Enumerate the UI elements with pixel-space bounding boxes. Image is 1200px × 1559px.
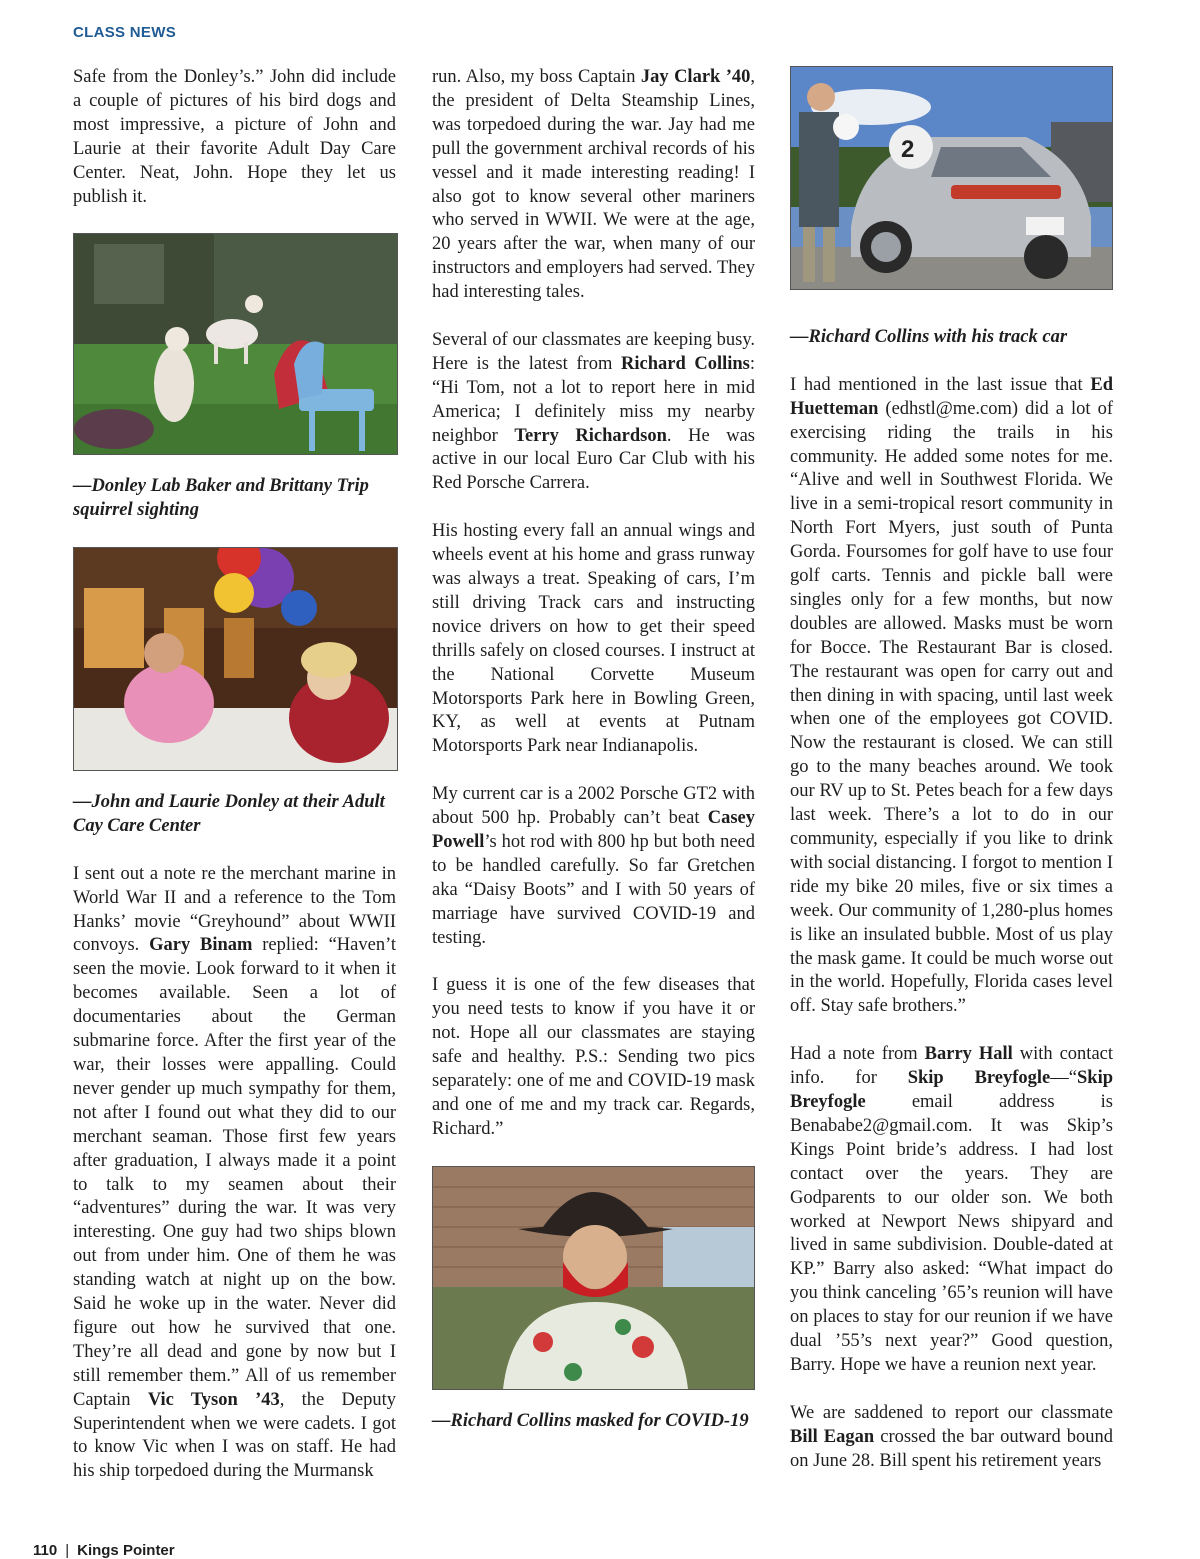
column-3 bbox=[790, 66, 1113, 1497]
photo-caption: —Richard Collins with his track car bbox=[790, 327, 1068, 347]
publication-name: Kings Pointer bbox=[77, 1542, 175, 1559]
photo-caption: —John and Laurie Donley at their Adult Cay Care Center bbox=[73, 792, 385, 836]
paragraph: Several of our classmates are keeping busy. Here is the latest from Richard Collins: “Hi Tom, not a lot to report here in mid America; I definitely miss my nearby neighbor Terry Richardson. He was active in our local Euro Car Club with his Red Porsche Carrera. bbox=[432, 329, 756, 494]
car-number: 2 bbox=[901, 136, 915, 163]
column-1 bbox=[73, 66, 396, 1508]
paragraph: His hosting every fall an annual wings and wheels event at his home and grass runway was always a treat. Speaking of cars, I’m still driving Track cars and instructing novice drivers on how to get their speed thrills safely on closed courses. I instruct at the National Corvette Museum Motorsports Park here in Bowling Green, KY, as well at events at Putnam Motorsports Park near Indianapolis. bbox=[432, 521, 755, 757]
classmate-name: Jay Clark ’40 bbox=[640, 67, 751, 87]
classmate-name: Terry Richardson bbox=[514, 425, 667, 446]
paragraph: I had mentioned in the last issue that Ed Huetteman (edhstl@me.com) did a lot of exercising riding the trails in his community. He added some notes for me. “Alive and well in Southwest Florida. We live in a semi-tropical resort community in North Fort Myers, just south of Punta Gorda. Foursomes for golf have to use four golf carts. Tennis and pickle ball were singles only for a few months, but now doubles are allowed. Masks must be worn for Bocce. The Restaurant Bar is closed. The restaurant was open for carry out and then dining in with spacing, until last week when one of the employees got COVID. Now the restaurant is closed. We can still go to the many beaches around. We took our RV up to St. Petes beach for a few days last week. There’s a lot to do in our community, especially if you like to drink with social distancing. I forgot to mention I ride my bike 20 miles, five or six times a week. Our community of 1,280-plus homes is like an insulated bubble. Most of us play the mask game. It could be much worse out in the world. Hopefully, Florida cases level off. Stay safe brothers.” bbox=[790, 374, 1114, 1017]
classmate-name: Casey Powell bbox=[432, 808, 755, 852]
paragraph: My current car is a 2002 Porsche GT2 with about 500 hp. Probably can’t beat Casey Powell’s hot rod with 800 hp but both need to be handled carefully. So far Gretchen aka “Daisy Boots” and I with 50 years of marriage have survived COVID-19 and testing. bbox=[432, 784, 755, 948]
classmate-name: Gary Binam bbox=[149, 935, 253, 956]
photo-couple bbox=[73, 547, 398, 771]
photo-dogs bbox=[73, 233, 398, 455]
page-footer bbox=[33, 1542, 175, 1559]
paragraph: I guess it is one of the few diseases that you need tests to know if you have it or not. Hope all our classmates are staying safe and healthy. P.S.: Sending two pics separately: one of me and COVID-19 mask and one of me and my track car. Regards, Richard.” bbox=[432, 975, 755, 1139]
classmate-name: Barry Hall bbox=[924, 1044, 1013, 1065]
classmate-name: Richard Collins bbox=[620, 353, 750, 374]
paragraph: Had a note from Barry Hall with contact info. for Skip Breyfogle—“Skip Breyfogle email address is Benababe2@gmail.com. It was Skip’s Kings Point bride’s address. I had lost contact over the years. They are Godparents to our older son. We both worked at Newport News shipyard and lived in same subdivision. Double-dated at KP.” Barry also asked: “What impact do you think canceling ’65’s reunion will have on places to stay for our reunion if we have dual ’55’s next year?” Good question, Barry. Hope we have a reunion next year. bbox=[790, 1044, 1114, 1375]
photo-track-car bbox=[790, 66, 1113, 290]
classmate-name: Skip Breyfogle bbox=[790, 1068, 1114, 1112]
column-2 bbox=[432, 66, 755, 1457]
section-label: CLASS NEWS bbox=[73, 24, 177, 41]
paragraph: Safe from the Donley’s.” John did include a couple of pictures of his bird dogs and most impressive, a picture of John and Laurie at their favorite Adult Day Care Center. Neat, John. Hope they let us publish it. bbox=[73, 67, 396, 207]
classmate-name: Bill Eagan bbox=[790, 1426, 875, 1447]
photo-masked bbox=[432, 1166, 755, 1390]
paragraph: run. Also, my boss Captain Jay Clark ’40, the president of Delta Steamship Lines, was torpedoed during the war. Jay had me pull the government archival records of his vessel and it made interesting reading! I also got to know several other mariners who served in WWII. We were at the age, 20 years after the war, when many of our instructors and employers had served. They had interesting tales. bbox=[432, 67, 756, 303]
photo-caption: —Donley Lab Baker and Brittany Trip squirrel sighting bbox=[73, 476, 369, 521]
classmate-name: Ed Huetteman bbox=[790, 374, 1113, 419]
photo-caption: —Richard Collins masked for COVID-19 bbox=[432, 1410, 749, 1431]
page-number: 110 bbox=[33, 1542, 58, 1559]
footer-separator: | bbox=[65, 1542, 70, 1559]
paragraph: I sent out a note re the merchant marine in World War II and a reference to the Tom Hanks’ movie “Greyhound” about WWII convoys. Gary Binam replied: “Haven’t seen the movie. Look forward to it when it becomes available. Seen a lot of documentaries about the German submarine force. After the first year of the war, their losses were appalling. Could never gender up much sympathy for them, not after I found out what they did to our merchant seaman. Those first few years after graduation, I always made it a point to talk to my seamen about their “adventures” during the war. It was very interesting. One guy had two ships blown out from under him. One of them he was standing watch at night up on the bow. Said he woke up in the water. Never did figure out how he survived that one. They’re all dead and gone by now but I still remember them.” All of us remember Captain Vic Tyson ’43, the Deputy Superintendent when we were cadets. I got to know Vic when I was on staff. He had his ship torpedoed during the Murmansk bbox=[73, 863, 397, 1482]
classmate-name: Skip Breyfogle bbox=[907, 1068, 1051, 1089]
paragraph: We are saddened to report our classmate Bill Eagan crossed the bar outward bound on June 28. Bill spent his retirement years bbox=[790, 1402, 1113, 1471]
classmate-name: Vic Tyson ’43 bbox=[147, 1389, 280, 1410]
